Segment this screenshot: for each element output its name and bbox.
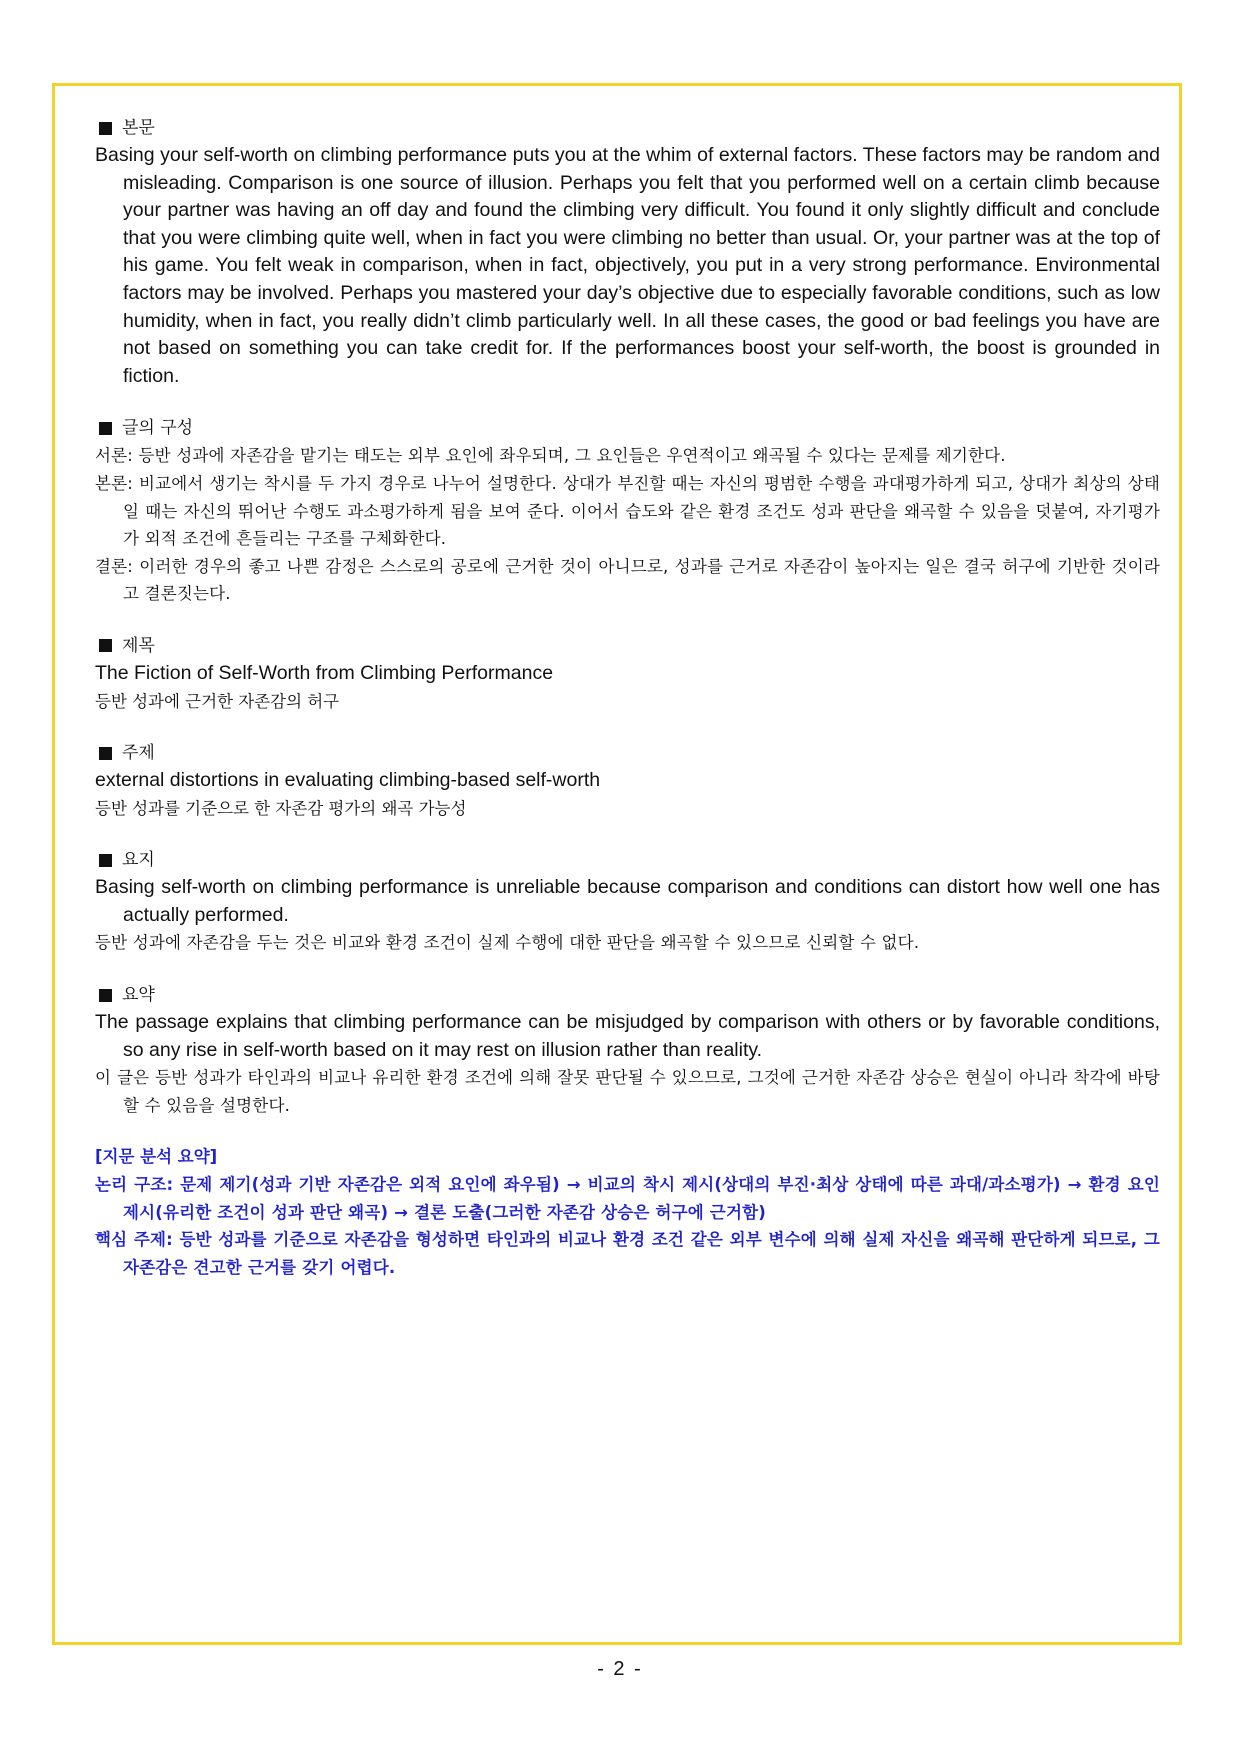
section-heading xyxy=(95,414,1160,442)
page-number: - 2 - xyxy=(597,1658,643,1680)
theme-english: external distortions in evaluating climbing-based self-worth xyxy=(95,769,601,792)
heading-label: 요약 xyxy=(122,985,155,1006)
heading-label: 요지 xyxy=(122,850,155,871)
section-gist xyxy=(95,846,1160,957)
gist-korean: 등반 성과에 자존감을 두는 것은 비교와 환경 조건이 실제 수행에 대한 판단을 왜곡할 수 있으므로 신뢰할 수 없다. xyxy=(95,933,920,953)
structure-conclusion: 결론: 이러한 경우의 좋고 나쁜 감정은 스스로의 공로에 근거한 것이 아니므로, 성과를 근거로 자존감이 높아지는 일은 결국 허구에 기반한 것이라고 결론짓는다. xyxy=(95,556,1160,604)
heading-label: 본문 xyxy=(122,118,155,138)
title-english: The Fiction of Self-Worth from Climbing Performance xyxy=(95,661,554,684)
analysis-summary xyxy=(95,1143,1160,1281)
section-heading xyxy=(95,846,1160,874)
section-body xyxy=(95,114,1160,390)
square-bullet-icon xyxy=(99,747,112,760)
title-korean: 등반 성과에 근거한 자존감의 허구 xyxy=(95,691,340,711)
section-structure xyxy=(95,414,1160,608)
summary-korean: 이 글은 등반 성과가 타인과의 비교나 유리한 환경 조건에 의해 잘못 판단될 수 있으므로, 그것에 근거한 자존감 상승은 현실이 아니라 착각에 바탕할 수 있음을 설명한다. xyxy=(95,1068,1160,1115)
heading-label: 제목 xyxy=(122,635,155,656)
section-theme xyxy=(95,739,1160,822)
theme-korean: 등반 성과를 기준으로 한 자존감 평가의 왜곡 가능성 xyxy=(95,798,467,818)
section-heading xyxy=(95,114,1160,142)
summary-english: The passage explains that climbing performance can be misjudged by comparison with others or by favorable conditions, so any rise in self-worth based on it may rest on illusion rather than reality. xyxy=(95,1011,1160,1061)
heading-label: 글의 구성 xyxy=(122,418,194,439)
section-heading xyxy=(95,981,1160,1009)
section-summary xyxy=(95,981,1160,1119)
analysis-logic: 논리 구조: 문제 제기(성과 기반 자존감은 외적 요인에 좌우됨) → 비교의 착시 제시(상대의 부진·최상 상태에 따른 과대/과소평가) → 환경 요인 제시(유리한 조건이 성과 판단 왜곡) → 결론 도출(그러한 자존감 상승은 허구에 근거함) xyxy=(95,1175,1160,1222)
gist-english: Basing self-worth on climbing performance is unreliable because comparison and conditions can distort how well one has actually performed. xyxy=(95,876,1160,926)
analysis-core: 핵심 주제: 등반 성과를 기준으로 자존감을 형성하면 타인과의 비교나 환경 조건 같은 외부 변수에 의해 실제 자신을 왜곡해 판단하게 되므로, 그 자존감은 견고한 근거를 갖기 어렵다. xyxy=(95,1230,1160,1277)
section-title xyxy=(95,632,1160,715)
square-bullet-icon xyxy=(99,122,112,135)
section-heading xyxy=(95,632,1160,660)
page-content xyxy=(95,114,1160,1281)
structure-main: 본론: 비교에서 생기는 착시를 두 가지 경우로 나누어 설명한다. 상대가 부진할 때는 자신의 평범한 수행을 과대평가하게 되고, 상대가 최상의 상태일 때는 자신의 뛰어난 수행도 과소평가하게 됨을 보여 준다. 이어서 습도와 같은 환경 조건도 성과 판단을 왜곡할 수 있음을 덧붙여, 자기평가가 외적 조건에 흔들리는 구조를 구체화한다. xyxy=(95,473,1160,549)
section-heading xyxy=(95,739,1160,767)
heading-label: 주제 xyxy=(122,743,155,764)
analysis-title: [지문 분석 요약] xyxy=(95,1147,218,1167)
square-bullet-icon xyxy=(99,989,112,1002)
passage-text: Basing your self-worth on climbing performance puts you at the whim of external factors. These factors may be random and misleading. Comparison is one source of illusion. Perhaps you felt that you performed well on a certain climb because your partner was having an off day and found the climbing very difficult. You found it only slightly difficult and conclude that you were climbing quite well, when in fact you were climbing no better than usual. Or, your partner was at the top of his game. You felt weak in comparison, when in fact, objectively, you put in a very strong performance. Environmental factors may be involved. Perhaps you mastered your day’s objective due to especially favorable conditions, such as low humidity, when in fact, you really didn’t climb particularly well. In all these cases, the good or bad feelings you have are not based on something you can take credit for. If the performances boost your self-worth, the boost is grounded in fiction. xyxy=(95,144,1160,387)
structure-intro: 서론: 등반 성과에 자존감을 맡기는 태도는 외부 요인에 좌우되며, 그 요인들은 우연적이고 왜곡될 수 있다는 문제를 제기한다. xyxy=(95,446,1006,466)
square-bullet-icon xyxy=(99,854,112,867)
page-frame xyxy=(52,83,1182,1645)
square-bullet-icon xyxy=(99,422,112,435)
square-bullet-icon xyxy=(99,639,112,652)
